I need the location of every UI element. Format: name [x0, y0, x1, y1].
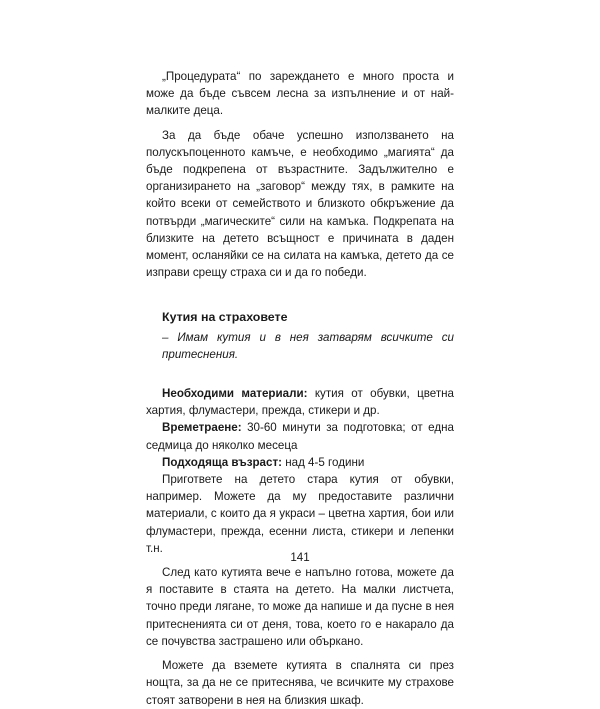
detail-duration: [146, 419, 454, 453]
detail-materials-text: кутия от обувки, цветна хартия, флумастери, прежда, стикери и др.: [146, 387, 454, 418]
body-paragraph-1: Пригответе на детето стара кутия от обувки, например. Можете да му предоставите различни материали, с които да я украси – цветна хартия, бои или флумастери, прежда, есенни листа, стикери и лепенки т.н.: [146, 473, 454, 555]
page-content: [146, 68, 454, 709]
intro-paragraph-1: „Процедурата“ по зареждането е много проста и може да бъде съвсем лесна за изпълнение и от най-малките деца.: [146, 70, 454, 118]
detail-age-label: Подходяща възраст:: [162, 455, 282, 469]
detail-age-text: над 4-5 години: [282, 455, 365, 469]
body-paragraph-3: Можете да вземете кутията в спалнята си през нощта, за да не се притеснява, че всичките му страхове стоят затворени в нея на близкия шкаф.: [146, 659, 454, 707]
body-paragraph-2: След като кутията вече е напълно готова, можете да я поставите в стаята на детето. На малки листчета, точно преди лягане, то може да напише и да пусне в нея притесненията си от деня, това, което го е накарало да се почувства застрашено или объркано.: [146, 566, 454, 648]
detail-age: [146, 454, 454, 471]
intro-paragraph-2: За да бъде обаче успешно използването на полускъпоценното камъче, е необходимо „магията“ да бъде подкрепена от възрастните. Задължително е организирането на „заговор“ между тях, в рамките на който всеки от семейството и близкото обкръжение да потвърди „магическите“ сили на камъка. Подкрепата на близките на детето всъщност е причината в даден момент, осланяйки се на силата на камъка, детето да се изправи срещу страха си и да го победи.: [146, 128, 454, 280]
detail-materials: [146, 385, 454, 419]
detail-duration-text: 30-60 минути за подготовка; от една седмица до няколко месеца: [146, 421, 454, 452]
page-number: 141: [290, 551, 310, 564]
detail-materials-label: Необходими материали:: [162, 387, 308, 401]
section-epigraph: – Имам кутия и в нея затварям всичките си притеснения.: [162, 330, 454, 361]
detail-duration-label: Времетраене:: [162, 421, 242, 435]
section-title: Кутия на страховете: [162, 310, 288, 325]
